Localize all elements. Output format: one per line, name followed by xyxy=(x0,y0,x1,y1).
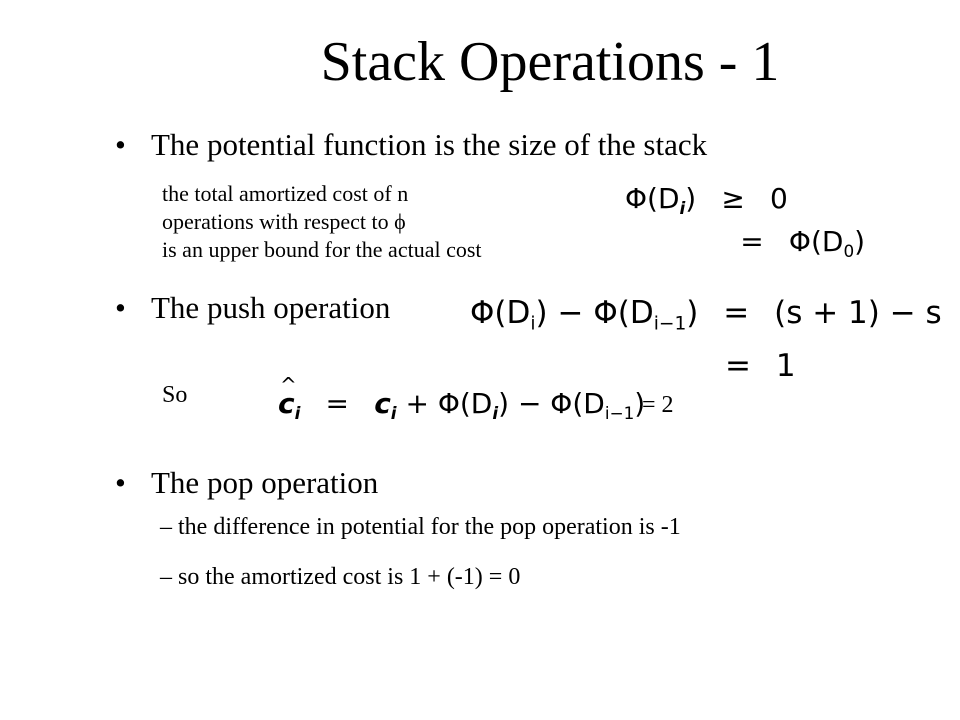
bullet-potential-function xyxy=(115,127,707,163)
bullet-dot: • xyxy=(115,465,126,500)
equation-phi-initial: = $\Phi(D_0)$ xyxy=(724,225,865,261)
eq-rhs: (s + 1) − s xyxy=(774,295,942,331)
eq-rhs-part: + Φ(D xyxy=(396,387,493,420)
bullet-dot: • xyxy=(115,127,126,162)
eq-lhs: Φ(D xyxy=(470,295,531,331)
equation-phi-nonnegative: $\Phi(D_i) \ge 0$ xyxy=(625,182,788,218)
equation-push-result xyxy=(710,348,796,384)
amortized-result: = 2 xyxy=(642,392,674,418)
eq-rhs-part: ) − Φ(D xyxy=(498,387,605,420)
eq-rhs: 1 xyxy=(775,348,796,384)
bullet-push-operation xyxy=(115,290,390,326)
note-block xyxy=(162,180,482,264)
note-line: is an upper bound for the actual cost xyxy=(162,237,482,262)
eq-relation: ≥ xyxy=(721,182,745,215)
sub-bullet: – so the amortized cost is 1 + (-1) = 0 xyxy=(160,564,521,590)
eq-lhs xyxy=(278,387,295,420)
eq-relation: = xyxy=(740,225,764,258)
eq-relation: = xyxy=(723,295,750,331)
bullet-text: The pop operation xyxy=(151,465,379,500)
eq-relation: = xyxy=(325,387,350,420)
sub-bullet: – the difference in potential for the pop operation is -1 xyxy=(160,514,681,540)
bullet-dot: • xyxy=(115,290,126,325)
slide-title: Stack Operations - 1 xyxy=(320,31,780,93)
eq-rhs: 0 xyxy=(770,182,788,215)
eq-lhs: Φ(D xyxy=(625,182,680,215)
note-line: operations with respect to ϕ xyxy=(162,209,406,234)
so-label: So xyxy=(162,382,188,408)
eq-mid: ) − Φ(D xyxy=(535,295,654,331)
eq-rhs-cost: c xyxy=(374,387,391,420)
eq-lhs-symbol: c xyxy=(278,387,295,420)
equation-push-difference: $\Phi(D_i) - \Phi(D_{i-1}) = (s + 1) - s$ xyxy=(470,295,942,335)
equation-amortized-cost: ^ $c_i = c_i + \Phi(D_i) - \Phi(D_{i-1})$ xyxy=(278,387,645,423)
bullet-pop-operation xyxy=(115,465,378,501)
bullet-text: The potential function is the size of the stack xyxy=(151,127,708,162)
eq-sub: i−1 xyxy=(653,313,687,335)
eq-relation: = xyxy=(725,348,751,384)
bullet-text: The push operation xyxy=(151,290,391,325)
eq-sub: i xyxy=(679,197,686,218)
eq-sub: i xyxy=(390,402,397,423)
eq-sub: i xyxy=(530,313,536,335)
eq-sub: i xyxy=(294,402,301,423)
eq-sub: i−1 xyxy=(604,402,635,423)
eq-rhs: Φ(D xyxy=(788,225,844,258)
eq-sub: 0 xyxy=(843,240,855,261)
note-line: the total amortized cost of n xyxy=(162,181,409,206)
eq-sub: i xyxy=(492,402,499,423)
